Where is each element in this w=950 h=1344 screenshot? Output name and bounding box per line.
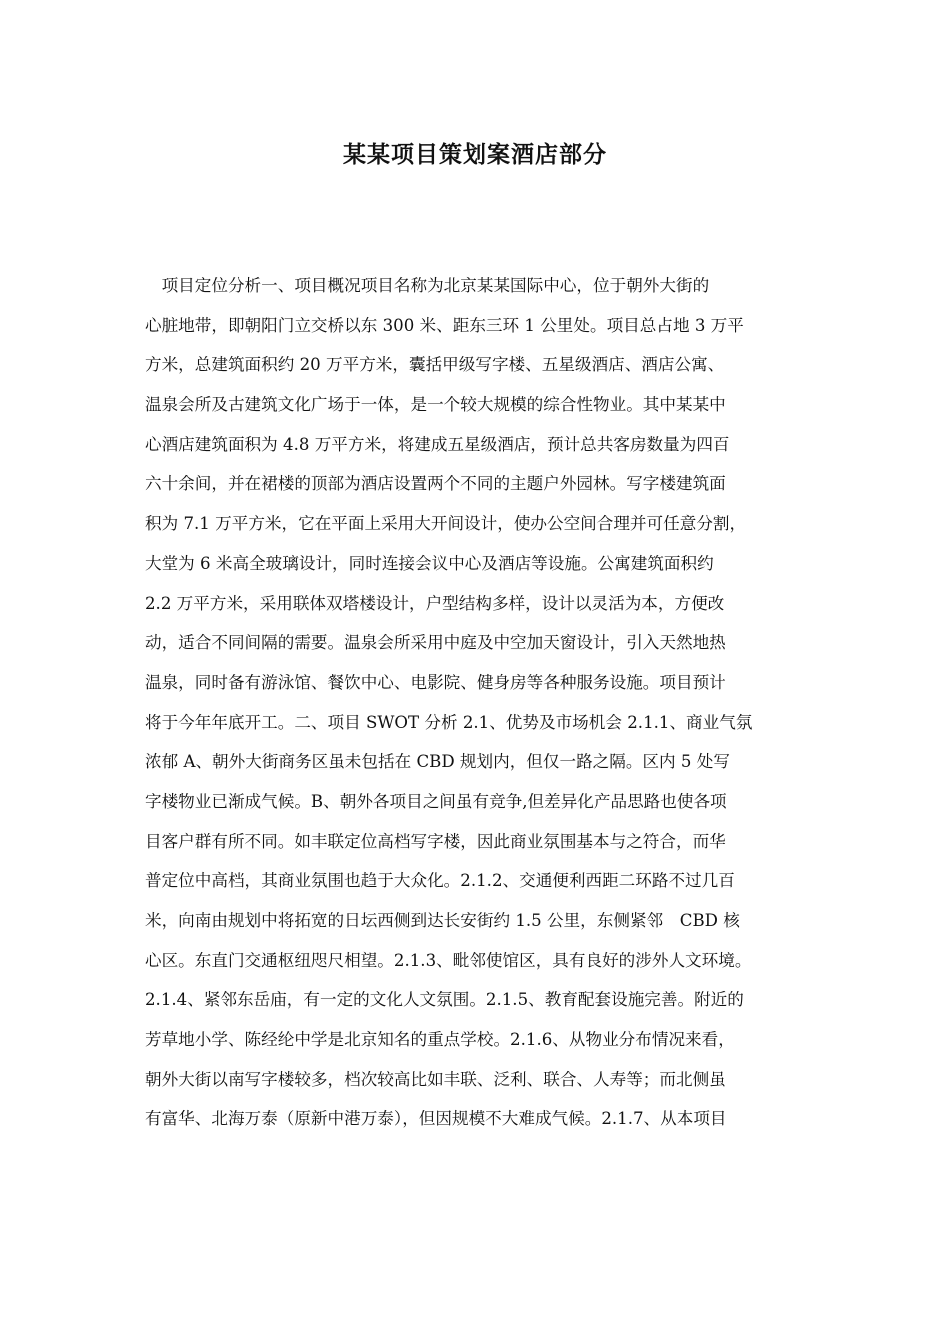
document-title: 某某项目策划案酒店部分 — [343, 141, 607, 168]
body-line: 心区。东直门交通枢纽咫尺相望。2.1.3、毗邻使馆区，具有良好的涉外人文环境。 — [145, 950, 752, 970]
body-line: 心脏地带，即朝阳门立交桥以东 300 米、距东三环 1 公里处。项目总占地 3 万平 — [145, 315, 744, 335]
body-line: 方米，总建筑面积约 20 万平方米，囊括甲级写字楼、五星级酒店、酒店公寓、 — [145, 355, 725, 375]
body-line: 目客户群有所不同。如丰联定位高档写字楼，因此商业氛围基本与之符合，而华 — [145, 831, 726, 851]
body-line: 心酒店建筑面积为 4.8 万平方米，将建成五星级酒店，预计总共客房数量为四百 — [145, 434, 730, 454]
body-line: 浓郁 A、朝外大街商务区虽未包括在 CBD 规划内，但仅一路之隔。区内 5 处写 — [145, 752, 730, 772]
body-line: 项目定位分析一、项目概况项目名称为北京某某国际中心，位于朝外大街的 — [145, 276, 710, 295]
body-line: 朝外大街以南写字楼较多，档次较高比如丰联、泛利、联合、人寿等；而北侧虽 — [145, 1069, 726, 1089]
body-line: 温泉会所及古建筑文化广场于一体，是一个较大规模的综合性物业。其中某某中 — [145, 395, 726, 415]
body-line: 温泉，同时备有游泳馆、餐饮中心、电影院、健身房等各种服务设施。项目预计 — [145, 672, 726, 692]
body-line: 芳草地小学、陈经纶中学是北京知名的重点学校。2.1.6、从物业分布情况来看， — [145, 1030, 735, 1050]
body-line: 米，向南由规划中将拓宽的日坛西侧到达长安街约 1.5 公里，东侧紧邻 CBD 核 — [145, 911, 740, 930]
body-line: 六十余间，并在裙楼的顶部为酒店设置两个不同的主题户外园林。写字楼建筑面 — [145, 474, 726, 494]
body-line: 有富华、北海万泰（原新中港万泰），但因规模不大难成气候。2.1.7、从本项目 — [145, 1109, 727, 1129]
body-line: 将于今年年底开工。二、项目 SWOT 分析 2.1、优势及市场机会 2.1.1、商业气氛 — [145, 712, 753, 732]
body-line: 积为 7.1 万平方米，它在平面上采用大开间设计，使办公空间合理并可任意分割， — [145, 514, 747, 534]
document-body — [145, 266, 835, 1139]
body-line: 大堂为 6 米高全玻璃设计，同时连接会议中心及酒店等设施。公寓建筑面积约 — [145, 553, 714, 573]
body-line: 字楼物业已渐成气候。B、朝外各项目之间虽有竞争,但差异化产品思路也使各项 — [145, 791, 727, 811]
body-line: 动，适合不同间隔的需要。温泉会所采用中庭及中空加天窗设计，引入天然地热 — [145, 633, 726, 653]
body-line: 普定位中高档，其商业氛围也趋于大众化。2.1.2、交通便利西距二环路不过几百 — [145, 871, 735, 891]
body-line: 2.2 万平方米，采用联体双塔楼设计，户型结构多样，设计以灵活为本，方便改 — [145, 593, 725, 613]
body-line: 2.1.4、紧邻东岳庙，有一定的文化人文氛围。2.1.5、教育配套设施完善。附近的 — [145, 990, 744, 1010]
